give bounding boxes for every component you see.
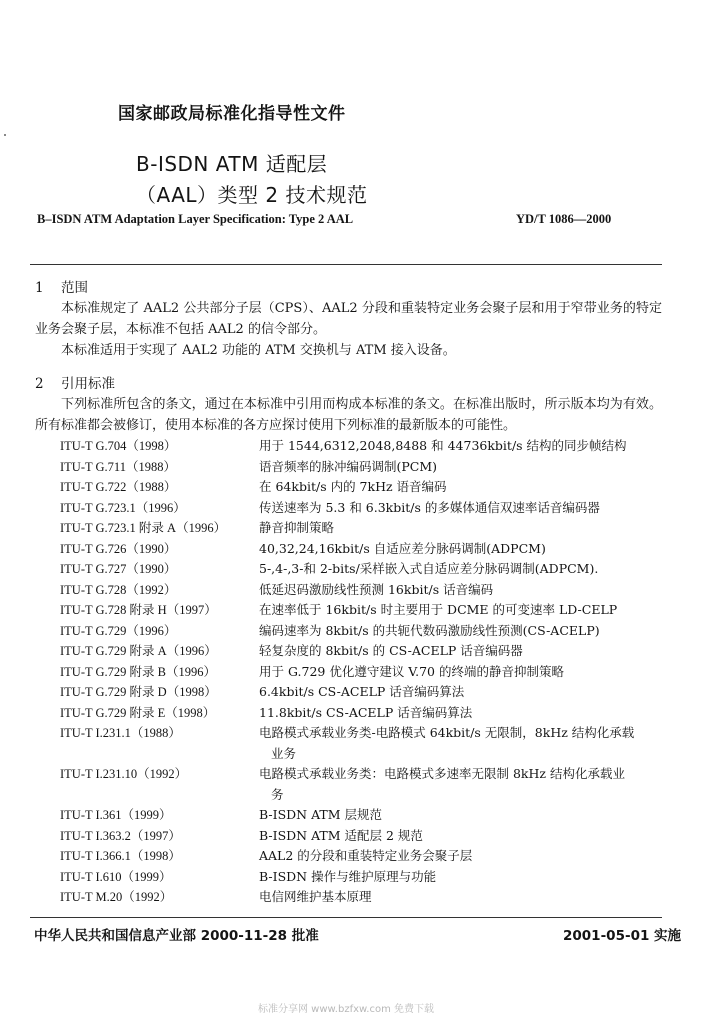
reference-code: ITU-T G.729 附录 A（1996） xyxy=(60,644,217,658)
reference-list xyxy=(60,436,662,908)
reference-item xyxy=(60,662,662,683)
reference-code: ITU-T M.20（1992） xyxy=(60,890,173,904)
footer-divider xyxy=(30,917,662,918)
document-title-line2: （AAL）类型 2 技术规范 xyxy=(136,183,368,207)
reference-title: 电路模式承载业务类：电路模式多速率无限制 8kHz 结构化承载业 xyxy=(259,766,625,781)
reference-code: ITU-T I.366.1（1998） xyxy=(60,849,181,863)
reference-title: 编码速率为 8kbit/s 的共轭代数码激励线性预测(CS-ACELP) xyxy=(259,622,600,638)
reference-title-continued: 业务 xyxy=(271,745,297,761)
reference-title: B-ISDN 操作与维护原理与功能 xyxy=(259,868,437,884)
reference-title: 低延迟码激励线性预测 16kbit/s 话音编码 xyxy=(259,581,494,597)
reference-title: B-ISDN ATM 层规范 xyxy=(259,807,383,822)
reference-item xyxy=(60,477,662,498)
reference-item xyxy=(60,887,662,908)
reference-item xyxy=(60,498,662,519)
document-title-line1: B-ISDN ATM 适配层 xyxy=(136,152,328,176)
reference-code: ITU-T G.729 附录 B（1996） xyxy=(60,664,217,679)
reference-code: ITU-T G.728（1992） xyxy=(60,582,177,597)
reference-title: AAL2 的分段和重装特定业务会聚子层 xyxy=(259,848,473,863)
reference-title: 用于 1544,6312,2048,8488 和 44736kbit/s 结构的同步帧结构 xyxy=(259,438,627,453)
reference-title: 在速率低于 16kbit/s 时主要用于 DCME 的可变速率 LD-CELP xyxy=(259,602,618,617)
reference-item xyxy=(60,805,662,826)
section-1-body xyxy=(35,298,662,361)
reference-item xyxy=(60,621,662,642)
section-title: 范围 xyxy=(61,280,88,296)
paragraph: 本标准规定了 AAL2 公共部分子层（CPS）、AAL2 分段和重装特定业务会聚子层和用于窄带业务的特定业务会聚子层，本标准不包括 AAL2 的信令部分。 xyxy=(35,301,662,337)
reference-title: 电路模式承载业务类-电路模式 64kbit/s 无限制，8kHz 结构化承载 xyxy=(259,725,635,740)
section-number: 2 xyxy=(35,376,44,392)
reference-title: 语音频率的脉冲编码调制(PCM) xyxy=(259,458,438,474)
reference-code: ITU-T G.726（1990） xyxy=(60,541,177,556)
reference-code: ITU-T G.728 附录 H（1997） xyxy=(60,603,217,617)
reference-code: ITU-T G.729 附录 E（1998） xyxy=(60,705,216,720)
reference-title: 6.4kbit/s CS-ACELP 话音编码算法 xyxy=(259,684,465,699)
reference-title: B-ISDN ATM 适配层 2 规范 xyxy=(259,827,423,843)
reference-title: 11.8kbit/s CS-ACELP 话音编码算法 xyxy=(259,704,473,720)
reference-code: ITU-T G.729 附录 D（1998） xyxy=(60,685,217,699)
english-title: B–ISDN ATM Adaptation Layer Specification: Type 2 AAL xyxy=(37,212,354,226)
reference-title: 5-,4-,3-和 2-bits/采样嵌入式自适应差分脉码调制(ADPCM). xyxy=(259,561,599,576)
reference-title: 静音抑制策略 xyxy=(259,520,335,535)
reference-code: ITU-T I.363.2（1997） xyxy=(60,828,181,843)
reference-code: ITU-T G.723.1（1996） xyxy=(60,500,186,515)
standard-number: YD/T 1086—2000 xyxy=(516,212,612,226)
reference-code: ITU-T G.723.1 附录 A（1996） xyxy=(60,521,227,535)
reference-item xyxy=(60,436,662,457)
reference-code: ITU-T G.722（1988） xyxy=(60,480,177,494)
reference-item xyxy=(60,867,662,888)
reference-title: 40,32,24,16kbit/s 自适应差分脉码调制(ADPCM) xyxy=(259,540,546,556)
reference-item xyxy=(60,703,662,724)
reference-item xyxy=(60,457,662,478)
reference-title: 轻复杂度的 8kbit/s 的 CS-ACELP 话音编码器 xyxy=(259,643,523,658)
effective-date: 2001-05-01 实施 xyxy=(563,928,682,944)
header-divider xyxy=(30,264,662,265)
approval-line: 中华人民共和国信息产业部 2000-11-28 批准 xyxy=(34,928,319,944)
section-1-heading xyxy=(35,276,88,296)
paragraph: 下列标准所包含的条文，通过在本标准中引用而构成本标准的条文。在标准出版时，所示版本均为有效。所有标准都会被修订，使用本标准的各方应探讨使用下列标准的最新版本的可能性。 xyxy=(35,397,662,433)
reference-item xyxy=(60,846,662,867)
paragraph: 本标准适用于实现了 AAL2 功能的 ATM 交换机与 ATM 接入设备。 xyxy=(61,343,456,358)
reference-code: ITU-T G.727（1990） xyxy=(60,562,177,576)
issuer-line: 国家邮政局标准化指导性文件 xyxy=(118,104,346,124)
section-2-body xyxy=(35,394,662,436)
reference-item xyxy=(60,580,662,601)
reference-code: ITU-T I.610（1999） xyxy=(60,869,172,884)
scan-speck xyxy=(4,134,6,136)
reference-title: 传送速率为 5.3 和 6.3kbit/s 的多媒体通信双速率话音编码器 xyxy=(259,499,600,515)
reference-item xyxy=(60,723,662,764)
reference-title: 在 64kbit/s 内的 7kHz 语音编码 xyxy=(259,479,447,494)
reference-code: ITU-T I.231.10（1992） xyxy=(60,767,188,781)
reference-item xyxy=(60,641,662,662)
reference-title: 用于 G.729 优化遵守建议 V.70 的终端的静音抑制策略 xyxy=(259,663,564,679)
reference-title: 电信网维护基本原理 xyxy=(259,889,372,904)
reference-item xyxy=(60,826,662,847)
reference-code: ITU-T G.711（1988） xyxy=(60,459,176,474)
reference-item xyxy=(60,518,662,539)
section-number: 1 xyxy=(35,280,44,296)
reference-code: ITU-T G.704（1998） xyxy=(60,439,177,453)
watermark-text: 标准分享网 www.bzfxw.com 免费下载 xyxy=(258,1004,434,1015)
reference-item xyxy=(60,682,662,703)
section-2-heading xyxy=(35,372,115,392)
reference-code: ITU-T I.361（1999） xyxy=(60,808,172,822)
section-title: 引用标准 xyxy=(61,376,115,392)
reference-item xyxy=(60,764,662,805)
reference-title-continued: 务 xyxy=(271,786,284,802)
reference-code: ITU-T I.231.1（1988） xyxy=(60,726,181,740)
reference-item xyxy=(60,600,662,621)
reference-code: ITU-T G.729（1996） xyxy=(60,623,177,638)
reference-item xyxy=(60,559,662,580)
reference-item xyxy=(60,539,662,560)
